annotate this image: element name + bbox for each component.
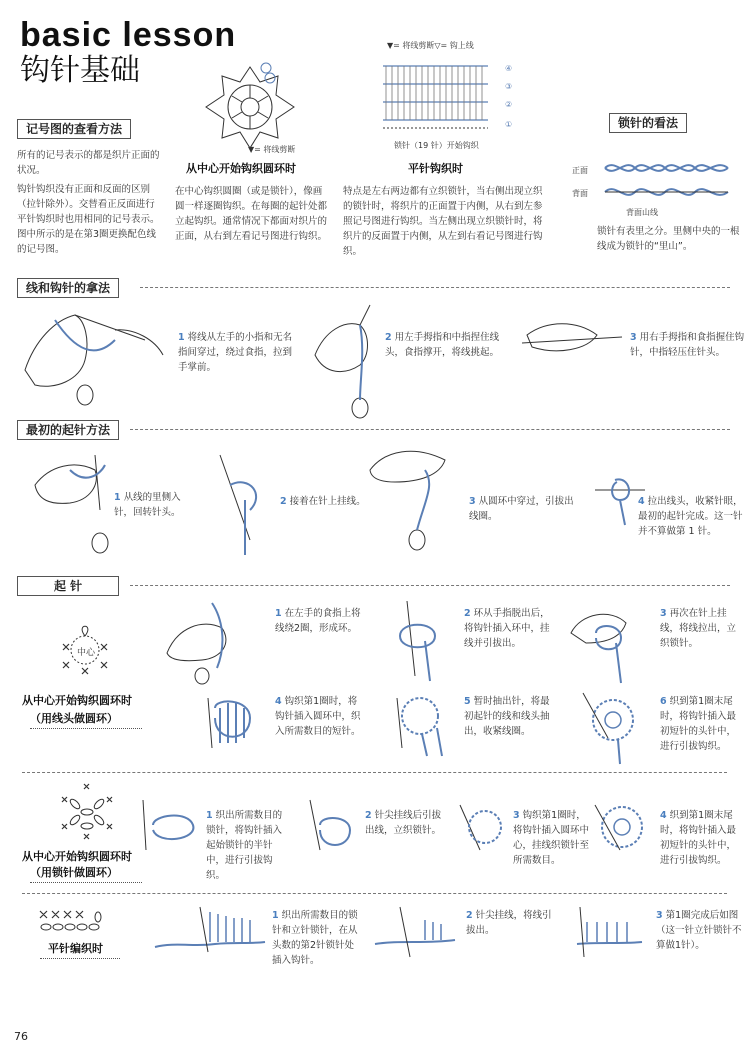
ring1-step6: 6 织到第1圈末尾时，将钩针插入最初短针的头针中，进行引拔钩织。 xyxy=(660,696,737,752)
chain-view-text: 锁针有表里之分。里侧中央的一根线成为锁针的“里山”。 xyxy=(597,226,740,252)
flat-step1: 1 织出所需数目的锁针和立针锁针，在从头数的第2针锁针处插入钩针。 xyxy=(272,910,358,966)
ring1-step2: 2 环从手指脱出后，将钩针插入环中，挂线并引拔出。 xyxy=(464,608,550,649)
flat-step2-illustration xyxy=(370,902,465,962)
ring1-step1-illustration xyxy=(162,598,262,688)
first-step2: 2 接着在针上挂线。 xyxy=(280,496,366,507)
ring2-step2-illustration xyxy=(300,795,360,860)
section-chart-reading: 记号图的查看方法 xyxy=(17,119,131,139)
section-start: 起 针 xyxy=(17,576,119,596)
first-step3-illustration xyxy=(365,440,465,560)
section-hold: 线和钩针的拿法 xyxy=(17,278,119,298)
ring1-step3: 3 再次在针上挂线，将线拉出，立织锁针。 xyxy=(660,608,737,649)
flat-chart-body: 特点是左右两边都有立织锁针，当右侧出现立织的锁针时，将织片的正面置于内侧，从右到左参照记号图进行钩织。当左侧出现立织锁针时，将织片的反面置于内侧，从左到右看记号图进行钩织。 xyxy=(343,186,543,257)
hold-step3-illustration xyxy=(517,315,627,365)
ring2-subtitle: （用锁针做圆环） xyxy=(30,866,118,879)
section-hold-rule xyxy=(140,287,730,288)
title-english: basic lesson xyxy=(20,16,237,54)
ring2-step2: 2 针尖挂线后引拔出线，立织锁针。 xyxy=(365,810,442,836)
flat-step3: 3 第1圈完成后如图（这一针立针锁针不算做1针）。 xyxy=(656,910,742,951)
ring1-step4: 4 钩织第1圈时，将钩针插入圆环中，织入所需数目的短针。 xyxy=(275,696,361,737)
first-step3: 3 从圆环中穿过，引拔出线圈。 xyxy=(469,496,574,522)
chain-stitch-illustration xyxy=(600,150,740,210)
flat-title: 平针编织时 xyxy=(48,942,103,955)
ring1-step5-illustration xyxy=(392,688,452,758)
ring-chain-diagram xyxy=(60,782,115,842)
ring2-step3: 3 钩织第1圈时，将钩针插入圆环中心，挂线织锁针至所需数目。 xyxy=(513,810,590,866)
title-chinese: 钩针基础 xyxy=(20,53,140,88)
section-first-rule xyxy=(130,429,730,430)
flat-chart-title: 平针钩织时 xyxy=(408,162,463,175)
section-start-rule xyxy=(130,585,730,586)
ring1-title: 从中心开始钩织圆环时 xyxy=(22,694,132,707)
round-chart-diagram xyxy=(198,62,303,152)
ring2-step3-illustration xyxy=(455,795,515,860)
chain-back-bump-label: 背面山线 xyxy=(626,208,658,217)
round-label-4: ④ xyxy=(505,64,513,73)
page-number: 76 xyxy=(14,1030,28,1043)
flat-chart-diagram xyxy=(383,56,493,136)
first-step2-illustration xyxy=(210,450,275,560)
flat-step2: 2 针尖挂线，将线引拔出。 xyxy=(466,910,552,936)
first-step1-illustration xyxy=(30,445,115,555)
hold-step1: 1 将线从左手的小指和无名指间穿过，绕过食指，拉到手掌前。 xyxy=(178,332,293,373)
chain-front-label: 正面 xyxy=(572,166,588,175)
section-first-chain: 最初的起针方法 xyxy=(17,420,119,440)
first-step1: 1 从线的里侧入针，回转针头。 xyxy=(114,492,181,518)
section-chain-view: 锁针的看法 xyxy=(609,113,687,133)
flat-step3-illustration xyxy=(572,902,652,962)
ring-divider xyxy=(22,772,727,773)
flat-step1-illustration xyxy=(150,902,275,962)
ring-center-label: 中心 xyxy=(77,648,96,658)
ring2-underline xyxy=(30,882,142,883)
ring2-step1: 1 织出所需数目的锁针，将钩针插入起始锁针的半针中，进行引拔钩织。 xyxy=(206,810,283,881)
round-chart-title: 从中心开始钩织圆环时 xyxy=(186,162,296,175)
ring1-underline xyxy=(30,728,142,729)
ring2-title: 从中心开始钩织圆环时 xyxy=(22,850,132,863)
round-label-1: ① xyxy=(505,120,513,129)
ring2-step4: 4 织到第1圈末尾时，将钩针插入最初短针的头针中，进行引拔钩织。 xyxy=(660,810,737,866)
chart-body-text: 钩针钩织没有正面和反面的区别（拉针除外）。交替看正反面进行平针钩织时也用相同的记号表示。图中所示的是在第3圈更换配色线的记号图。 xyxy=(17,184,160,255)
ring1-step3-illustration xyxy=(566,598,641,688)
hold-step1-illustration xyxy=(15,300,165,410)
chart-intro-text: 所有的记号表示的都是织片正面的状况。 xyxy=(17,150,160,176)
flat-divider xyxy=(22,893,727,894)
ring2-step1-illustration xyxy=(128,790,208,860)
round-label-3: ③ xyxy=(505,82,513,91)
round-label-2: ② xyxy=(505,100,513,109)
hold-step3: 3 用右手拇指和食指握住钩针，中指轻压住针头。 xyxy=(630,332,745,358)
start-chain-legend: 锁针（19 针）开始钩织 xyxy=(394,141,479,150)
ring1-step1: 1 在左手的食指上将线绕2圈，形成环。 xyxy=(275,608,361,634)
first-step4: 4 拉出线头，收紧针眼，最初的起针完成。这一针并不算做第 1 针。 xyxy=(638,496,743,537)
ring1-subtitle: （用线头做圆环） xyxy=(30,712,118,725)
ring1-step2-illustration xyxy=(385,596,455,686)
flat-start-diagram xyxy=(38,905,118,935)
cut-thread-legend: ▼= 将线剪断 xyxy=(248,145,296,154)
hold-step2: 2 用左手拇指和中指捏住线头，食指撑开，将线挑起。 xyxy=(385,332,500,358)
ring1-step6-illustration xyxy=(578,688,648,768)
ring1-step5: 5 暂时抽出针，将最初起针的线和线头抽出，收紧线圈。 xyxy=(464,696,550,737)
round-chart-body: 在中心钩织圆圈（或是锁针），像画圆一样逐圈钩织。在每圈的起针处都立起钩织。通常情况下都面对织片的正面，从右到左看记号图进行钩织。 xyxy=(175,186,328,242)
cut-join-legend: ▼= 将线剪断▽= 钩上线 xyxy=(387,41,474,50)
flat-underline xyxy=(40,958,120,959)
chain-back-label: 背面 xyxy=(572,189,588,198)
hold-step2-illustration xyxy=(310,300,390,420)
ring1-step4-illustration xyxy=(200,688,265,758)
ring2-step4-illustration xyxy=(590,795,655,865)
